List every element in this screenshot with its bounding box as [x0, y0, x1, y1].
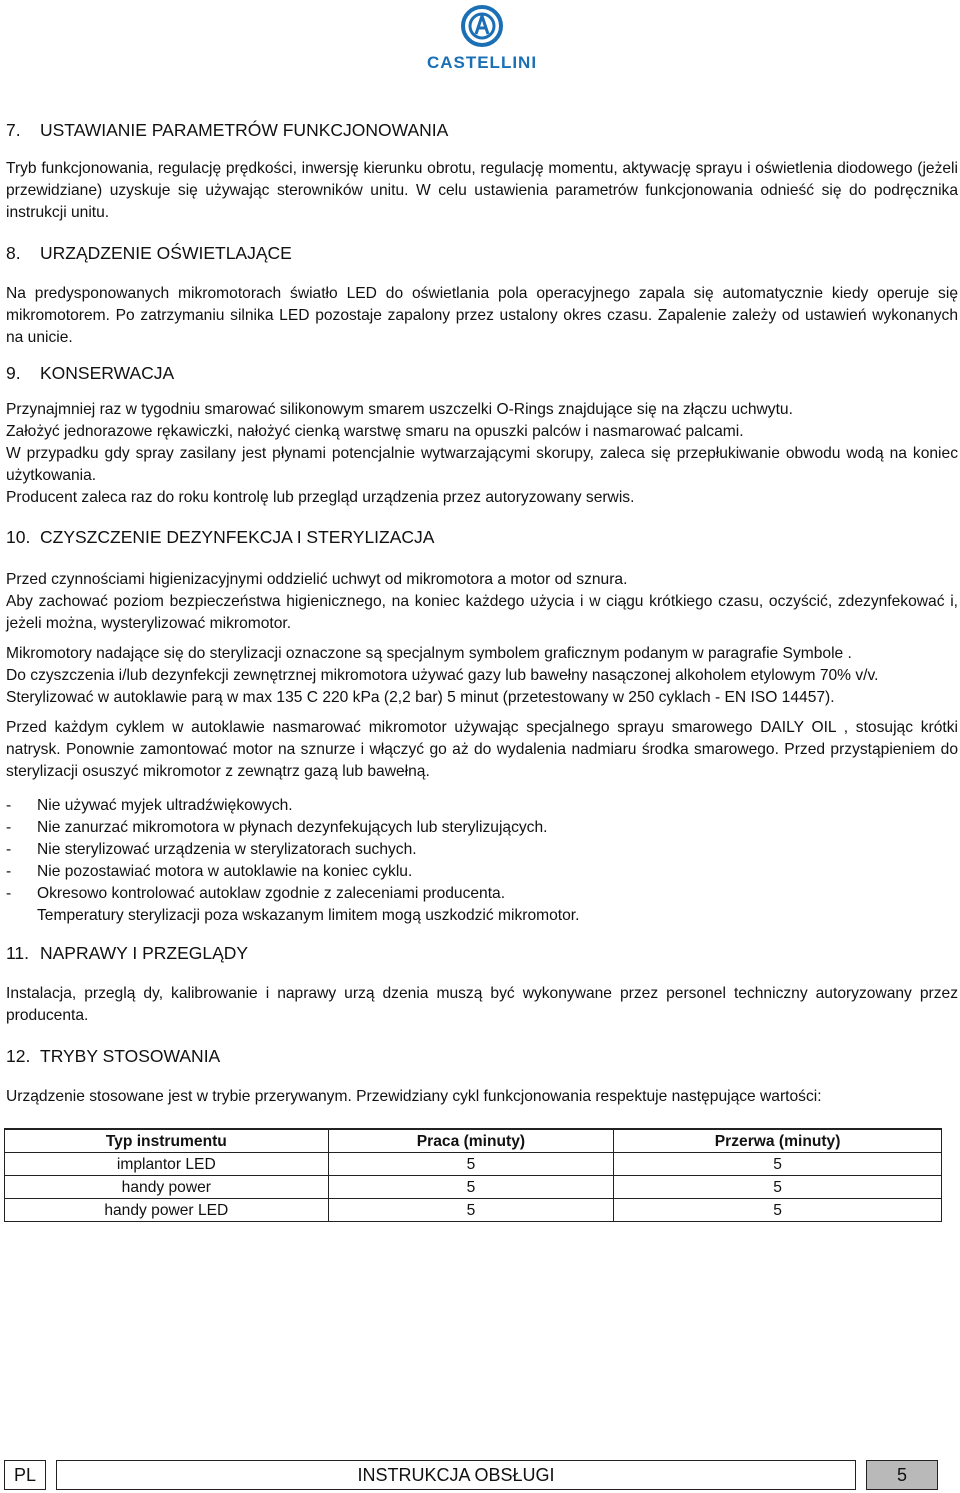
dash-bullet: - — [6, 841, 12, 858]
dash-bullet: - — [6, 863, 12, 880]
castellini-logo — [408, 4, 556, 74]
page-footer — [4, 1460, 938, 1490]
table-cell: 5 — [328, 1199, 614, 1222]
table-header-row — [5, 1129, 942, 1153]
footer-language: PL — [4, 1460, 46, 1490]
section-title: KONSERWACJA — [40, 363, 175, 383]
table-cell: handy power LED — [5, 1199, 329, 1222]
table-cell: 5 — [614, 1199, 942, 1222]
paragraph: Urządzenie stosowane jest w trybie przerywanym. Przewidziany cykl funkcjonowania respektuje następujące wartości: — [6, 1088, 822, 1105]
footer-page-number: 5 — [866, 1460, 938, 1490]
paragraph: Przed każdym cyklem w autoklawie nasmarować mikromotor używając specjalnego sprayu smarowego DAILY OIL , stosując krótki natrysk. Ponownie zamontować motor na sznurze i włączyć go aż do wydalenia nadmiaru środka smarowego. Przed przystąpieniem do sterylizacji osuszyć mikromotor z zewnątrz gazą lub bawełną. — [6, 719, 958, 780]
column-header-instrument: Typ instrumentu — [5, 1129, 329, 1153]
dash-bullet: - — [6, 819, 12, 836]
section-number: 8. — [6, 243, 21, 263]
dash-bullet: - — [6, 885, 12, 902]
section-9-heading — [6, 361, 958, 385]
paragraph: Instalacja, przeglą dy, kalibrowanie i naprawy urzą dzenia muszą być wykonywane przez personel techniczny autoryzowany przez producenta. — [6, 985, 958, 1024]
section-title: NAPRAWY I PRZEGLĄDY — [40, 943, 249, 963]
table-cell: handy power — [5, 1176, 329, 1199]
list-item — [6, 795, 958, 817]
list-note: Temperatury sterylizacji poza wskazanym limitem mogą uszkodzić mikromotor. — [37, 907, 580, 924]
paragraph: Założyć jednorazowe rękawiczki, nałożyć cienką warstwę smaru na opuszki palców i nasmarować palcami. — [6, 423, 744, 440]
table-row — [5, 1199, 942, 1222]
table-row — [5, 1153, 942, 1176]
table-row — [5, 1176, 942, 1199]
operating-modes-table — [4, 1128, 942, 1222]
paragraph: Do czyszczenia i/lub dezynfekcji zewnętrznej mikromotora używać gazy lub bawełny nasączonej alkoholem etylowym 70% v/v. — [6, 667, 879, 684]
table-cell: 5 — [328, 1176, 614, 1199]
table-cell: 5 — [328, 1153, 614, 1176]
table-cell: 5 — [614, 1153, 942, 1176]
section-number: 9. — [6, 363, 21, 383]
section-number: 11. — [6, 943, 30, 963]
list-item-text: Nie pozostawiać motora w autoklawie na koniec cyklu. — [37, 863, 413, 880]
section-8-heading — [6, 241, 958, 265]
list-item — [6, 883, 958, 905]
table-cell: implantor LED — [5, 1153, 329, 1176]
section-number: 7. — [6, 120, 21, 140]
section-10-heading — [6, 525, 958, 549]
section-title: USTAWIANIE PARAMETRÓW FUNKCJONOWANIA — [40, 120, 449, 140]
list-item-text: Nie używać myjek ultradźwiękowych. — [37, 797, 293, 814]
paragraph: Aby zachować poziom bezpieczeństwa higienicznego, na koniec każdego użycia i w ciągu krótkiego czasu, oczyścić, zdezynfekować i, jeżeli można, wysterylizować mikromotor. — [6, 593, 958, 632]
footer-title: INSTRUKCJA OBSŁUGI — [56, 1460, 856, 1490]
paragraph: W przypadku gdy spray zasilany jest płynami potencjalnie wytwarzającymi skorupy, zaleca się przepłukiwanie obwodu wodą na koniec użytkowania. — [6, 445, 958, 484]
list-item — [6, 817, 958, 839]
paragraph: Tryb funkcjonowania, regulację prędkości, inwersję kierunku obrotu, regulację momentu, aktywację sprayu i oświetlenia diodowego (jeżeli przewidziane) uzyskuje się używając sterowników unitu. W celu ustawienia parametrów funkcjonowania odnieść się do podręcznika instrukcji unitu. — [6, 160, 958, 221]
paragraph: Mikromotory nadające się do sterylizacji oznaczone są specjalnym symbolem graficznym podanym w paragrafie Symbole . — [6, 645, 852, 662]
paragraph: Przynajmniej raz w tygodniu smarować silikonowym smarem uszczelki O-Rings znajdujące się na złączu uchwytu. — [6, 401, 793, 418]
table-cell: 5 — [614, 1176, 942, 1199]
logo-wordmark: CASTELLINI — [426, 53, 538, 72]
section-title: URZĄDZENIE OŚWIETLAJĄCE — [40, 243, 292, 263]
list-item — [6, 839, 958, 861]
warning-list — [6, 795, 958, 905]
castellini-logo-graphic — [408, 4, 556, 74]
section-7-heading — [6, 118, 958, 142]
list-item — [6, 861, 958, 883]
section-12-heading — [6, 1044, 958, 1068]
column-header-pause: Przerwa (minuty) — [614, 1129, 942, 1153]
section-number: 12. — [6, 1046, 31, 1066]
section-11-heading — [6, 941, 958, 965]
section-number: 10. — [6, 527, 31, 547]
paragraph: Producent zaleca raz do roku kontrolę lub przegląd urządzenia przez autoryzowany serwis. — [6, 489, 635, 506]
section-title: TRYBY STOSOWANIA — [40, 1046, 221, 1066]
list-item-text: Nie sterylizować urządzenia w sterylizatorach suchych. — [37, 841, 417, 858]
list-item-text: Okresowo kontrolować autoklaw zgodnie z zaleceniami producenta. — [37, 885, 506, 902]
paragraph: Sterylizować w autoklawie parą w max 135 C 220 kPa (2,2 bar) 5 minut (przetestowany w 250 cyklach - EN ISO 14457). — [6, 689, 835, 706]
dash-bullet: - — [6, 797, 12, 814]
paragraph: Przed czynnościami higienizacyjnymi oddzielić uchwyt od mikromotora a motor od sznura. — [6, 571, 628, 588]
list-item-text: Nie zanurzać mikromotora w płynach dezynfekujących lub sterylizujących. — [37, 819, 548, 836]
paragraph: Na predysponowanych mikromotorach światło LED do oświetlania pola operacyjnego zapala się automatycznie kiedy operuje się mikromotorem. Po zatrzymaniu silnika LED pozostaje zapalony przez ustalony okres czasu. Zapalenie zależy od ustawień wykonanych na unicie. — [6, 285, 958, 346]
document-body — [6, 118, 958, 1222]
column-header-work: Praca (minuty) — [328, 1129, 614, 1153]
section-title: CZYSZCZENIE DEZYNFEKCJA I STERYLIZACJA — [40, 527, 435, 547]
